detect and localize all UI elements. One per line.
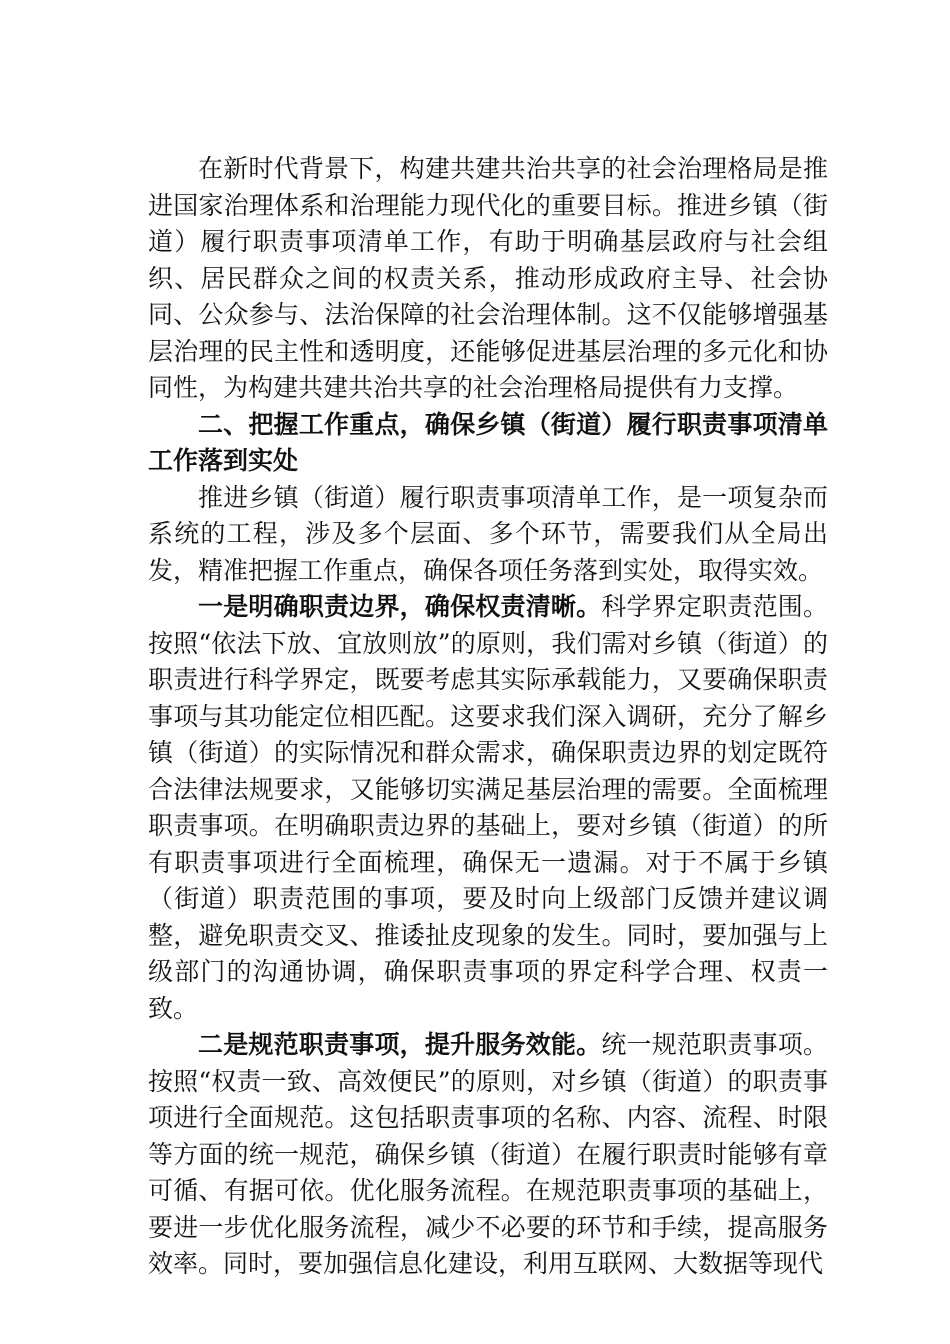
point-one-lead: 一是明确职责边界，确保权责清晰。 [198, 592, 602, 621]
point-two-text: 统一规范职责事项。按照“权责一致、高效便民”的原则，对乡镇（街道）的职责事项进行全面规范。这包括职责事项的名称、内容、流程、时限等方面的统一规范，确保乡镇（街道）在履行职责时能够有章可循、有据可依。优化服务流程。在规范职责事项的基础上，要进一步优化服务流程，减少不必要的环节和手续，提高服务效率。同时，要加强信息化建设，利用互联网、大数据等现代 [148, 1030, 828, 1278]
section-heading: 二、把握工作重点，确保乡镇（街道）履行职责事项清单工作落到实处 [148, 409, 828, 475]
paragraph-governance: 在新时代背景下，构建共建共治共享的社会治理格局是推进国家治理体系和治理能力现代化的重要目标。推进乡镇（街道）履行职责事项清单工作，有助于明确基层政府与社会组织、居民群众之间的权责关系，推动形成政府主导、社会协同、公众参与、法治保障的社会治理体制。这不仅能够增强基层治理的民主性和透明度，还能够促进基层治理的多元化和协同性，为构建共建共治共享的社会治理格局提供有力支撑。 [148, 154, 828, 402]
point-two-paragraph [148, 1027, 828, 1283]
section-intro-paragraph: 推进乡镇（街道）履行职责事项清单工作，是一项复杂而系统的工程，涉及多个层面、多个环节，需要我们从全局出发，精准把握工作重点，确保各项任务落到实处，取得实效。 [148, 482, 828, 585]
document-body [148, 151, 828, 1283]
point-one-text: 科学界定职责范围。按照“依法下放、宜放则放”的原则，我们需对乡镇（街道）的职责进行科学界定，既要考虑其实际承载能力，又要确保职责事项与其功能定位相匹配。这要求我们深入调研，充分了解乡镇（街道）的实际情况和群众需求，确保职责边界的划定既符合法律法规要求，又能够切实满足基层治理的需要。全面梳理职责事项。在明确职责边界的基础上，要对乡镇（街道）的所有职责事项进行全面梳理，确保无一遗漏。对于不属于乡镇（街道）职责范围的事项，要及时向上级部门反馈并建议调整，避免职责交叉、推诿扯皮现象的发生。同时，要加强与上级部门的沟通协调，确保职责事项的界定科学合理、权责一致。 [148, 592, 828, 1023]
point-one-paragraph [148, 589, 828, 1027]
point-two-lead: 二是规范职责事项，提升服务效能。 [198, 1030, 602, 1059]
